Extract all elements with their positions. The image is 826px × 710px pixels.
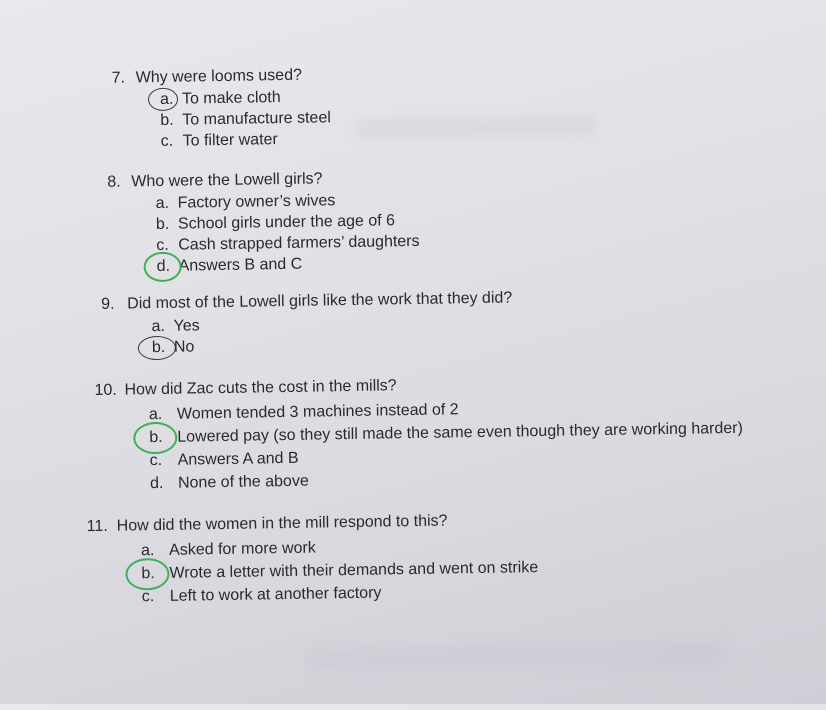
question-text xyxy=(87,510,538,537)
question-9 xyxy=(101,288,513,358)
option-text: To make cloth xyxy=(181,89,281,108)
question-11 xyxy=(87,510,539,609)
option-text: To manufacture steel xyxy=(182,109,331,129)
option-letter: b. xyxy=(160,111,174,129)
question-prompt: How did Zac cuts the cost in the mills? xyxy=(124,377,397,399)
option-text: Cash strapped farmers’ daughters xyxy=(178,232,420,254)
question-10 xyxy=(94,371,743,496)
option-text: Asked for more work xyxy=(168,539,316,559)
option-text: Answers B and C xyxy=(178,255,303,275)
question-prompt: Who were the Lowell girls? xyxy=(131,170,323,191)
option-letter: b. xyxy=(149,428,163,447)
option-text: To filter water xyxy=(182,131,278,150)
answer-option-b[interactable] xyxy=(160,107,331,131)
answer-option-c[interactable] xyxy=(160,128,331,152)
question-prompt: How did the women in the mill respond to this? xyxy=(116,512,448,535)
option-text: Answers A and B xyxy=(177,449,299,469)
option-letter: c. xyxy=(160,132,174,150)
answer-options xyxy=(149,394,744,495)
option-letter: a. xyxy=(159,90,174,108)
question-prompt: Did most of the Lowell girls like the work that they did? xyxy=(127,289,513,313)
option-text: Factory owner’s wives xyxy=(177,192,336,212)
bleed-through-shadow xyxy=(356,115,596,139)
option-text: Yes xyxy=(173,317,200,335)
option-letter: a. xyxy=(151,317,166,336)
option-text: Left to work at another factory xyxy=(169,584,382,605)
answer-option-c[interactable] xyxy=(142,579,539,608)
option-letter: b. xyxy=(151,338,166,357)
option-letter: b. xyxy=(155,215,170,234)
question-number: 10. xyxy=(94,381,117,400)
question-prompt: Why were looms used? xyxy=(135,66,303,87)
question-number: 8. xyxy=(107,173,121,191)
question-number: 9. xyxy=(101,295,115,313)
option-letter: a. xyxy=(148,405,163,424)
option-letter: a. xyxy=(155,194,170,213)
question-number: 7. xyxy=(111,69,126,87)
option-text: Lowered pay (so they still made the same even though they are working harder) xyxy=(177,419,744,446)
answer-options xyxy=(155,189,420,277)
option-text: Wrote a letter with their demands and went on strike xyxy=(169,559,539,582)
option-letter: d. xyxy=(149,474,164,493)
answer-options xyxy=(160,86,331,152)
option-letter: a. xyxy=(140,542,155,560)
option-text: No xyxy=(173,338,195,356)
question-text xyxy=(112,65,331,88)
answer-options xyxy=(141,533,539,608)
option-letter: b. xyxy=(141,565,155,583)
question-7 xyxy=(112,65,332,152)
answer-option-d[interactable] xyxy=(156,252,420,277)
option-letter: d. xyxy=(156,257,171,276)
option-letter: c. xyxy=(156,236,169,255)
option-letter: c. xyxy=(149,451,163,470)
option-text: School girls under the age of 6 xyxy=(177,212,396,233)
answer-option-a[interactable] xyxy=(160,86,331,110)
option-text: Women tended 3 machines instead of 2 xyxy=(176,401,459,423)
answer-options xyxy=(151,310,513,358)
question-number: 11. xyxy=(86,517,108,536)
answer-option-b[interactable] xyxy=(152,331,513,358)
option-text: None of the above xyxy=(177,472,309,492)
question-8 xyxy=(107,168,420,278)
bleed-through-shadow xyxy=(305,640,725,673)
option-letter: c. xyxy=(141,588,155,606)
